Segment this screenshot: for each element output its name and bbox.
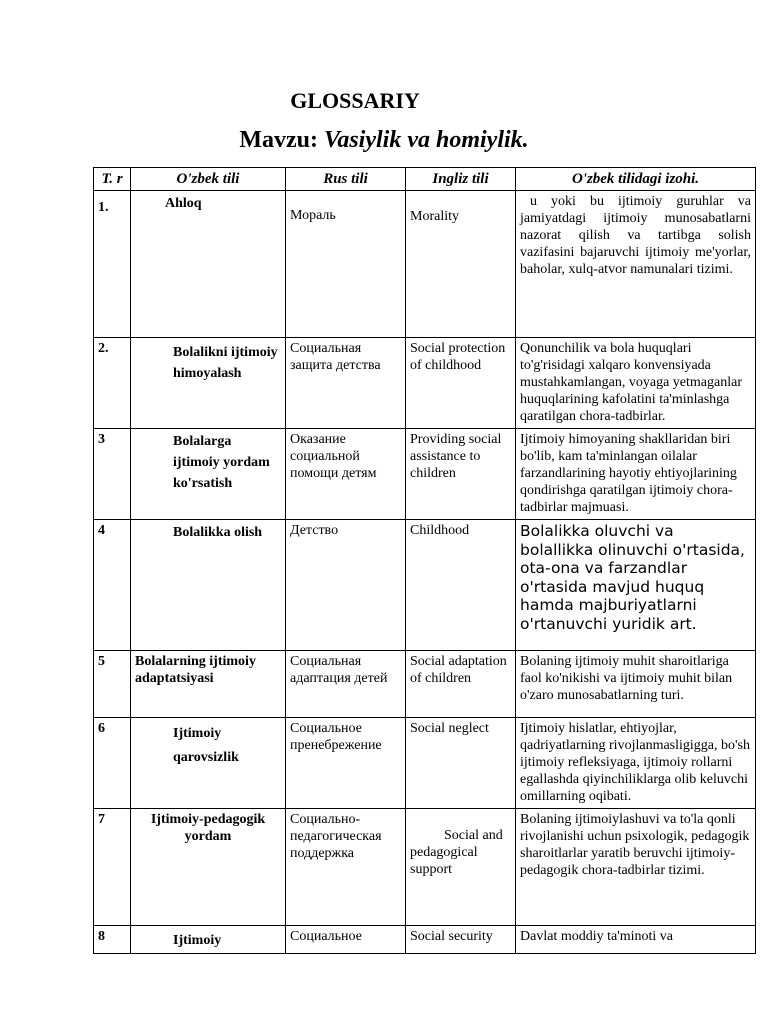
header-uzbek: O'zbek tili bbox=[131, 168, 286, 191]
term-uzbek-text: Ijtimoiy bbox=[173, 933, 222, 948]
term-russian: Оказание социальной помощи детям bbox=[286, 429, 406, 520]
term-uzbek-text: Ijtimoiy qarovsizlik bbox=[173, 726, 239, 765]
term-russian: Социальное bbox=[286, 926, 406, 954]
term-definition: Qonunchilik va bola huquqlari to'g'risidagi xalqaro konvensiyada mustahkamlangan, voyaga yetmaganlar huquqlarining kafolatini ta'minlashga qaratilgan chora-tadbirlar. bbox=[516, 338, 756, 429]
row-number: 3 bbox=[94, 429, 131, 520]
topic-name: Vasiylik va homiylik. bbox=[323, 127, 529, 153]
term-russian: Социальная защита детства bbox=[286, 338, 406, 429]
term-english: Social neglect bbox=[406, 718, 516, 809]
topic-line bbox=[0, 127, 768, 154]
header-english: Ingliz tili bbox=[406, 168, 516, 191]
term-definition: Bolalikka oluvchi va bolallikka olinuvchi o'rtasida, ota-ona va farzandlar o'rtasida mavjud huquq hamda majburiyatlarni o'rtanuvchi yuridik art. bbox=[516, 520, 756, 651]
header-row bbox=[94, 168, 756, 191]
term-english: Social adaptation of children bbox=[406, 651, 516, 718]
term-russian: Социальное пренебрежение bbox=[286, 718, 406, 809]
term-english: Childhood bbox=[406, 520, 516, 651]
table-row bbox=[94, 651, 756, 718]
term-definition: Davlat moddiy ta'minoti va bbox=[516, 926, 756, 954]
term-uzbek bbox=[131, 520, 286, 651]
term-russian: Социальная адаптация детей bbox=[286, 651, 406, 718]
term-english: Social security bbox=[406, 926, 516, 954]
glossary-table bbox=[93, 167, 756, 954]
term-definition: Ijtimoiy hislatlar, ehtiyojlar, qadriyatlarning rivojlanmasligigga, bo'sh ijtimoiy refleksiyaga, ijtimoiy rollarni egallashda qiyinchiliklarga olib keluvchi omillarning oqibati. bbox=[516, 718, 756, 809]
row-number: 8 bbox=[94, 926, 131, 954]
term-uzbek-text: Bolalarga ijtimoiy yordam ko'rsatish bbox=[173, 434, 270, 491]
row-number: 7 bbox=[94, 809, 131, 926]
table-row bbox=[94, 520, 756, 651]
term-uzbek: Bolalarning ijtimoiy adaptatsiyasi bbox=[131, 651, 286, 718]
term-definition: Bolaning ijtimoiylashuvi va to'la qonli rivojlanishi uchun psixologik, pedagogik sharoitlarlar yaratib beruvchi ijtimoiy-pedagogik chora-tadbirlar tizimi. bbox=[516, 809, 756, 926]
table-row bbox=[94, 926, 756, 954]
term-english: Social protection of childhood bbox=[406, 338, 516, 429]
term-english: Morality bbox=[406, 191, 516, 338]
row-number: 2. bbox=[94, 338, 131, 429]
term-definition: u yoki bu ijtimoiy guruhlar va jamiyatdagi ijtimoiy munosabatlarni nazorat qilish va tartibga solish vazifasini bajaruvchi ijtimoiy me'yorlar, baholar, xulq-atvor namunalari tizimi. bbox=[516, 191, 756, 338]
row-number: 6 bbox=[94, 718, 131, 809]
table-row bbox=[94, 809, 756, 926]
header-number: T. r bbox=[94, 168, 131, 191]
table-row bbox=[94, 191, 756, 338]
row-number: 5 bbox=[94, 651, 131, 718]
table-row bbox=[94, 429, 756, 520]
term-english: Providing social assistance to children bbox=[406, 429, 516, 520]
term-uzbek bbox=[131, 429, 286, 520]
term-uzbek bbox=[131, 338, 286, 429]
header-definition: O'zbek tilidagi izohi. bbox=[516, 168, 756, 191]
table-row bbox=[94, 718, 756, 809]
term-uzbek: Ijtimoiy-pedagogik yordam bbox=[131, 809, 286, 926]
term-uzbek bbox=[131, 926, 286, 954]
header-russian: Rus tili bbox=[286, 168, 406, 191]
term-uzbek bbox=[131, 718, 286, 809]
term-russian: Детство bbox=[286, 520, 406, 651]
term-definition: Bolaning ijtimoiy muhit sharoitlariga faol ko'nikishi va ijtimoiy muhit bilan o'zaro munosabatlarning turi. bbox=[516, 651, 756, 718]
term-russian: Мораль bbox=[286, 191, 406, 338]
term-uzbek-text: Bolalikni ijtimoiy himoyalash bbox=[173, 345, 278, 381]
term-russian: Социально-педагогическая поддержка bbox=[286, 809, 406, 926]
term-uzbek: Ahloq bbox=[131, 191, 286, 338]
topic-label: Mavzu: bbox=[239, 127, 318, 153]
table-row bbox=[94, 338, 756, 429]
term-english: Social and pedagogical support bbox=[406, 809, 516, 926]
row-number: 4 bbox=[94, 520, 131, 651]
term-uzbek-text: Bolalikka olish bbox=[173, 525, 263, 540]
document-title: GLOSSARIY bbox=[290, 88, 420, 113]
term-definition: Ijtimoiy himoyaning shakllaridan biri bo'lib, kam ta'minlangan oilalar farzandlarining hayotiy ehtiyojlarining qondirishga qaratilgan ijtimoiy chora-tadbirlar majmuasi. bbox=[516, 429, 756, 520]
row-number: 1. bbox=[94, 191, 131, 338]
